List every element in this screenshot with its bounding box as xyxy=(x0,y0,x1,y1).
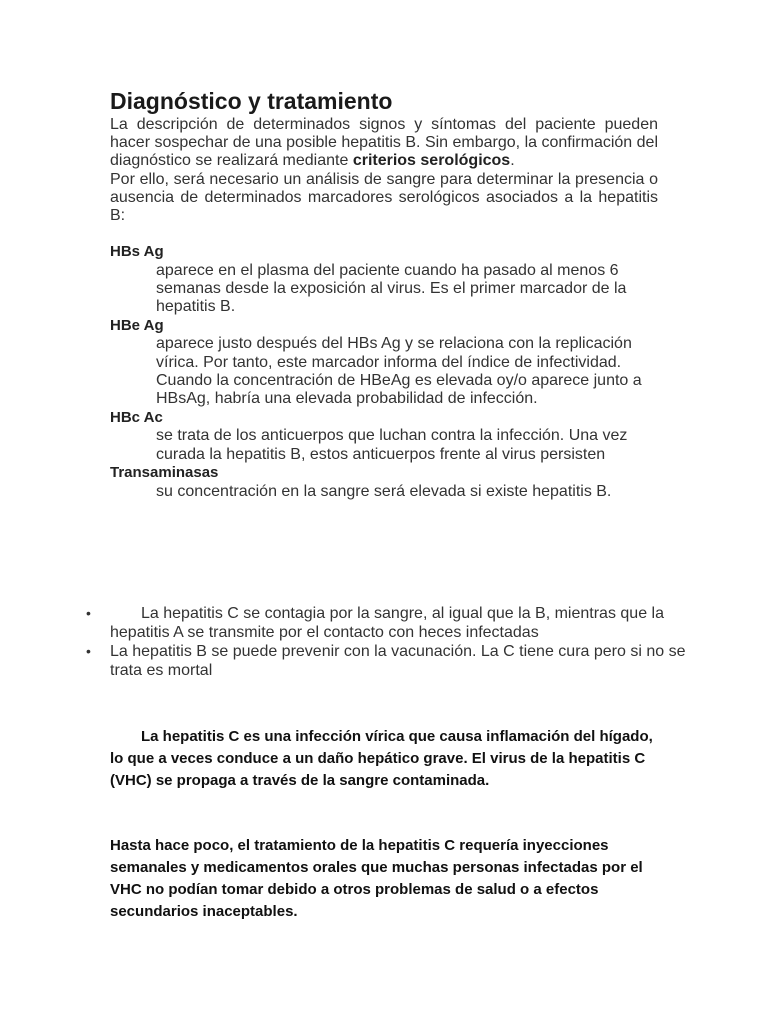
marker-term: HBs Ag xyxy=(110,243,164,261)
intro-bold-term: criterios serológicos xyxy=(352,152,511,170)
marker-term: Transaminasas xyxy=(110,464,219,482)
intro-paragraph xyxy=(110,116,658,171)
spacer xyxy=(110,225,658,243)
marker-definition: se trata de los anticuerpos que luchan contra la infección. Una vez curada la hepatitis B, estos anticuerpos frente al virus persisten xyxy=(156,427,628,463)
bold-paragraph xyxy=(110,726,658,792)
bullet-icon: • xyxy=(86,605,91,621)
marker-definition: su concentración en la sangre será elevada si existe hepatitis B. xyxy=(156,482,612,500)
marker-term: HBc Ac xyxy=(110,408,163,426)
bold-paragraph-text: La hepatitis C es una infección vírica que causa inflamación del hígado, lo que a veces conduce a un daño hepático grave. El virus de la hepatitis C (VHC) se propaga a través de la sangre contaminada. xyxy=(110,728,653,789)
bullet-icon: • xyxy=(86,643,91,659)
bullet-text: La hepatitis B se puede prevenir con la vacunación. La C tiene cura pero si no se trata es mortal xyxy=(110,643,686,679)
marker-definition: aparece en el plasma del paciente cuando ha pasado al menos 6 semanas desde la exposición al virus. Es el primer marcador de la hepatitis B. xyxy=(156,261,627,316)
bullet-text: La hepatitis C se contagia por la sangre, al igual que la B, mientras que la hepatitis A se transmite por el contacto con heces infectadas xyxy=(110,605,664,641)
marker-definition: aparece justo después del HBs Ag y se relaciona con la replicación vírica. Por tanto, este marcador informa del índice de infectividad. Cuando la concentración de HBeAg es elevada oy/o aparece junto a HBsAg, habría una elevada probabilidad de infección. xyxy=(156,335,642,408)
document-body xyxy=(110,86,658,501)
bullet-item xyxy=(86,642,686,680)
bullet-item xyxy=(86,604,686,642)
page-title: Diagnóstico y tratamiento xyxy=(110,88,393,114)
bold-paragraph: Hasta hace poco, el tratamiento de la hepatitis C requería inyecciones semanales y medicamentos orales que muchas personas infectadas por el VHC no podían tomar debido a otros problemas de salud o a efectos secundarios inaceptables. xyxy=(110,837,643,920)
bullet-list xyxy=(86,604,686,680)
intro-paragraph-2: Por ello, será necesario un análisis de sangre para determinar la presencia o ausencia de determinados marcadores serológicos asociados a la hepatitis B: xyxy=(110,170,658,225)
intro-text: La descripción de determinados signos y síntomas del paciente pueden hacer sospechar de una posible hepatitis B. Sin embargo, la confirmación del diagnóstico se realizará mediante xyxy=(110,116,658,170)
intro-end: . xyxy=(510,152,515,170)
marker-term: HBe Ag xyxy=(110,316,164,334)
